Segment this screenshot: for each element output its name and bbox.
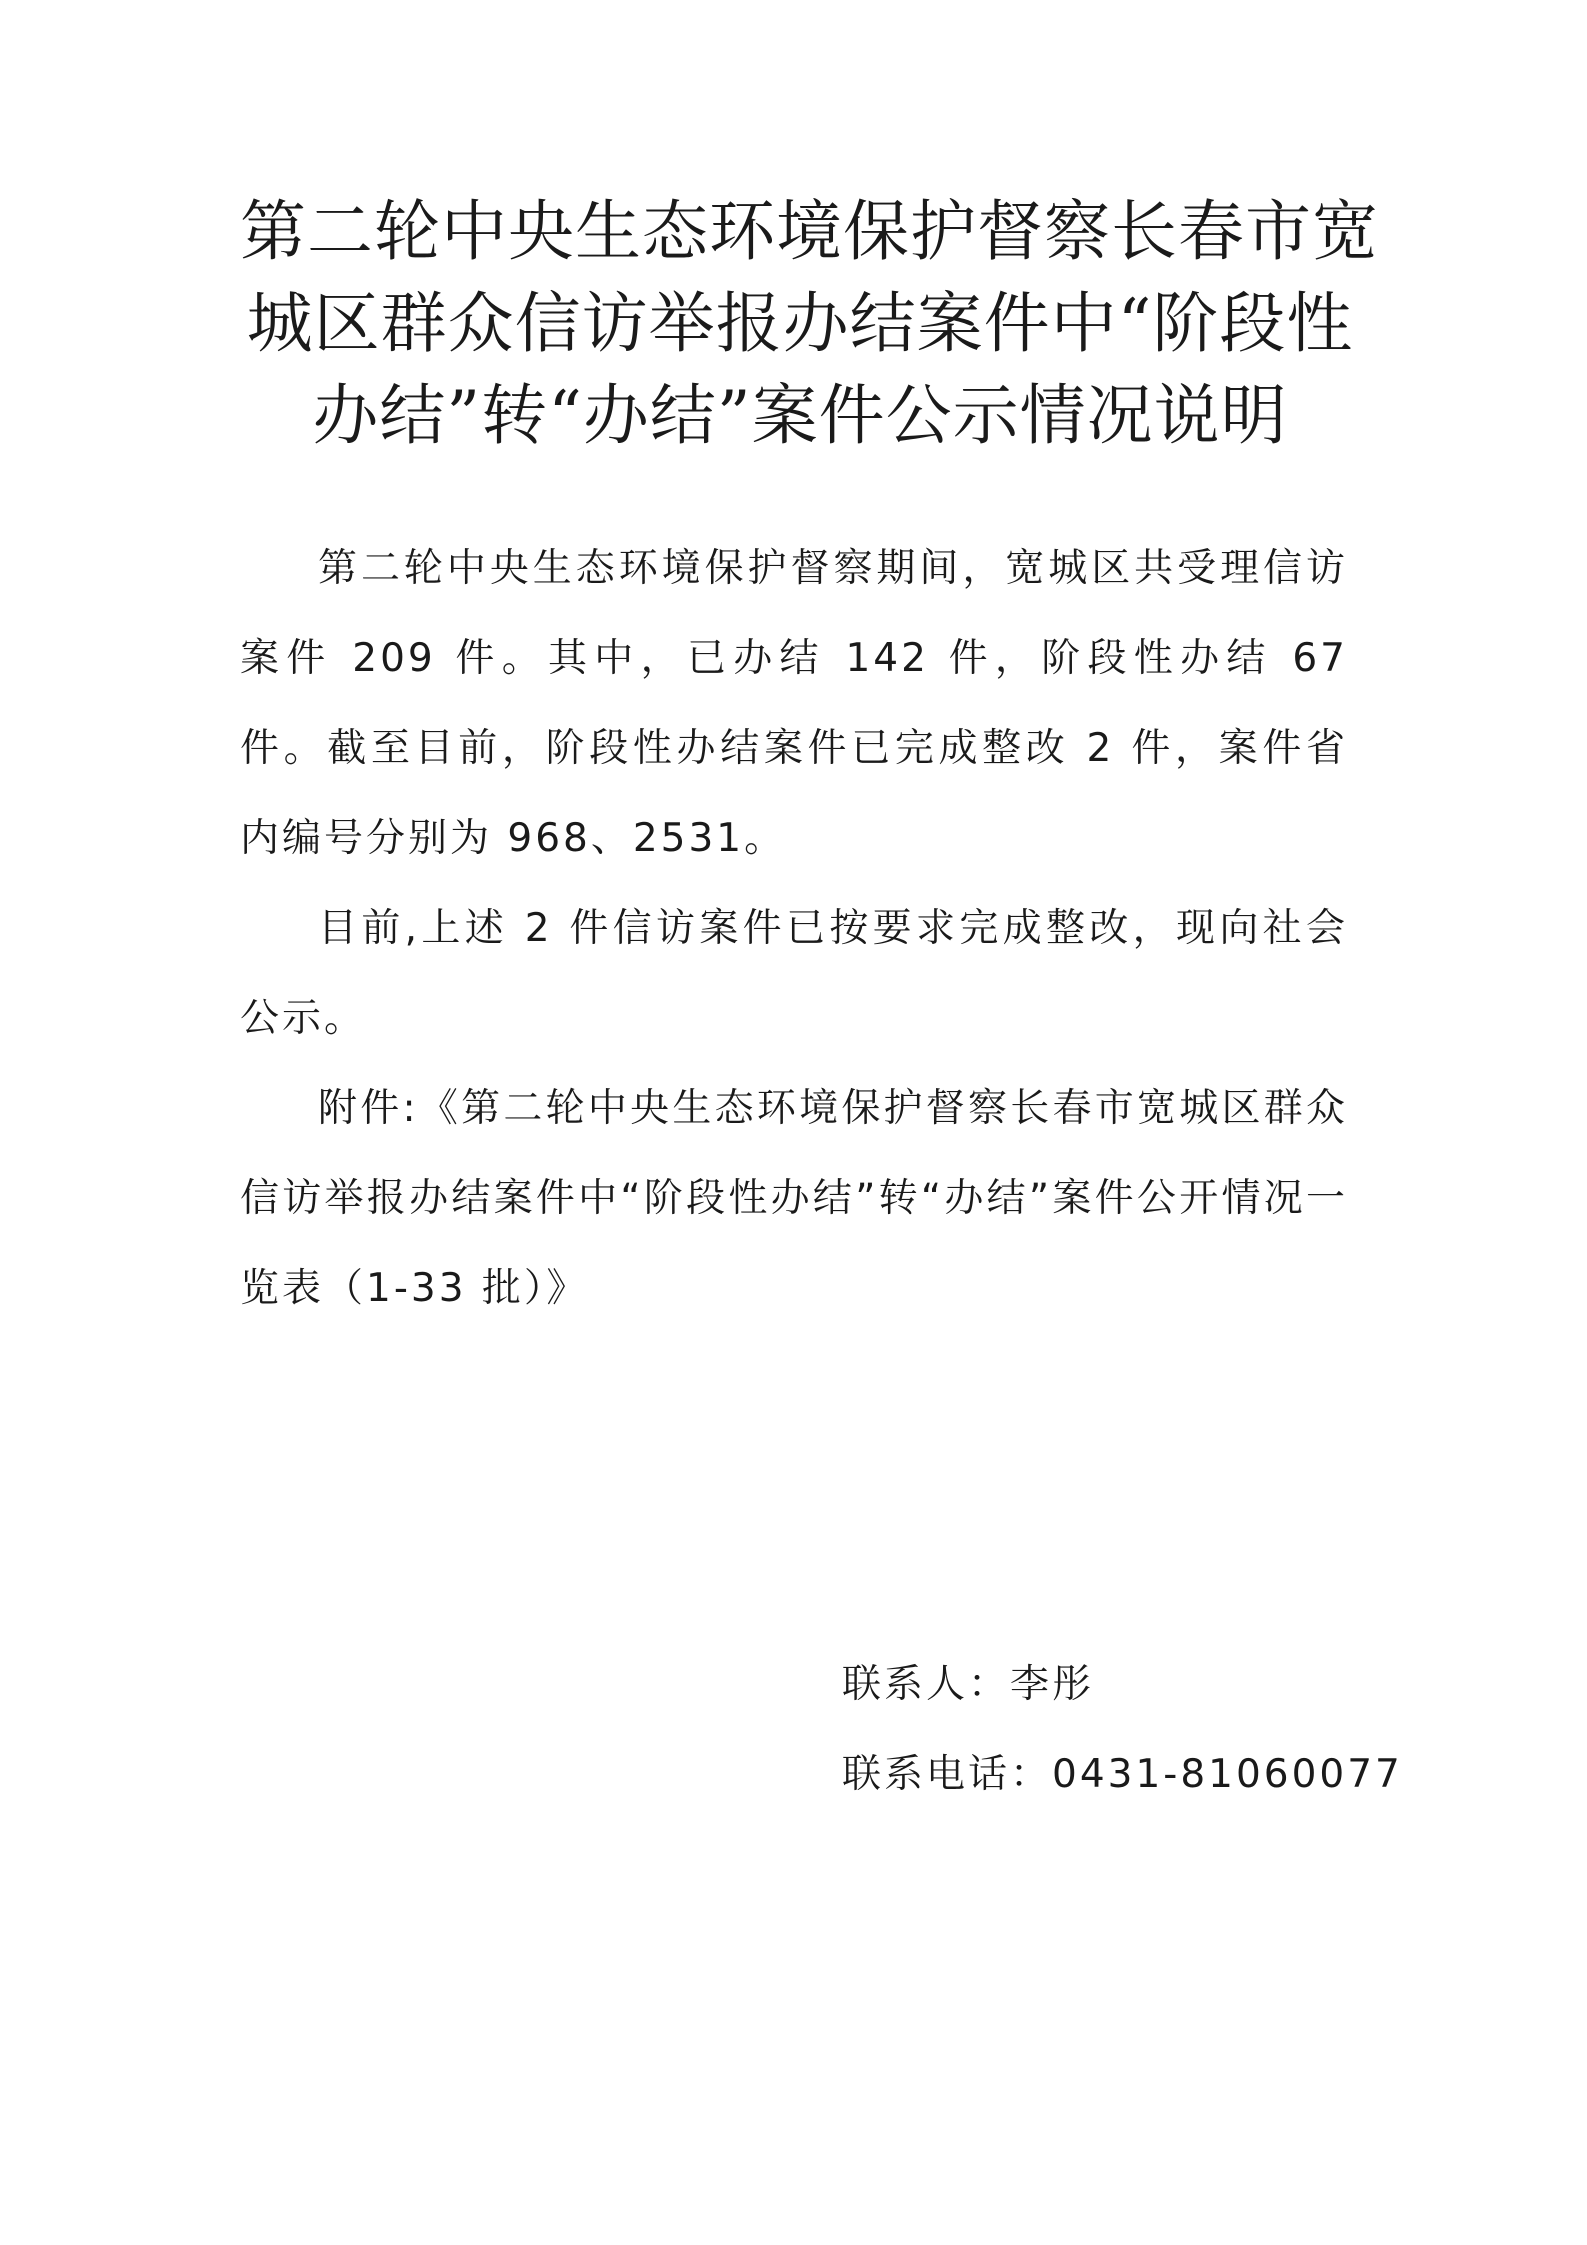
contact-block (842, 1640, 1403, 1820)
contact-person: 联系人：李彤 (842, 1662, 1095, 1707)
title-line-2: 城区群众信访举报办结案件中“阶段性 (246, 285, 1354, 362)
contact-phone: 联系电话：0431-81060077 (842, 1752, 1403, 1797)
document-body (240, 524, 1348, 1334)
paragraph-summary: 第二轮中央生态环境保护督察期间，宽城区共受理信访案件 209 件。其中，已办结 142 件，阶段性办结 67 件。截至目前，阶段性办结案件已完成整改 2 件，案件省内编号分别为 968、2531。 (240, 546, 1348, 861)
paragraph-attachment: 附件:《第二轮中央生态环境保护督察长春市宽城区群众信访举报办结案件中“阶段性办结”转“办结”案件公开情况一览表（1-33 批）》 (240, 1086, 1348, 1311)
title-line-3: 办结”转“办结”案件公示情况说明 (312, 377, 1288, 454)
title-line-1: 第二轮中央生态环境保护督察长春市宽 (240, 193, 1379, 270)
paragraph-announcement: 目前,上述 2 件信访案件已按要求完成整改，现向社会公示。 (240, 906, 1348, 1041)
document-title (240, 186, 1379, 462)
